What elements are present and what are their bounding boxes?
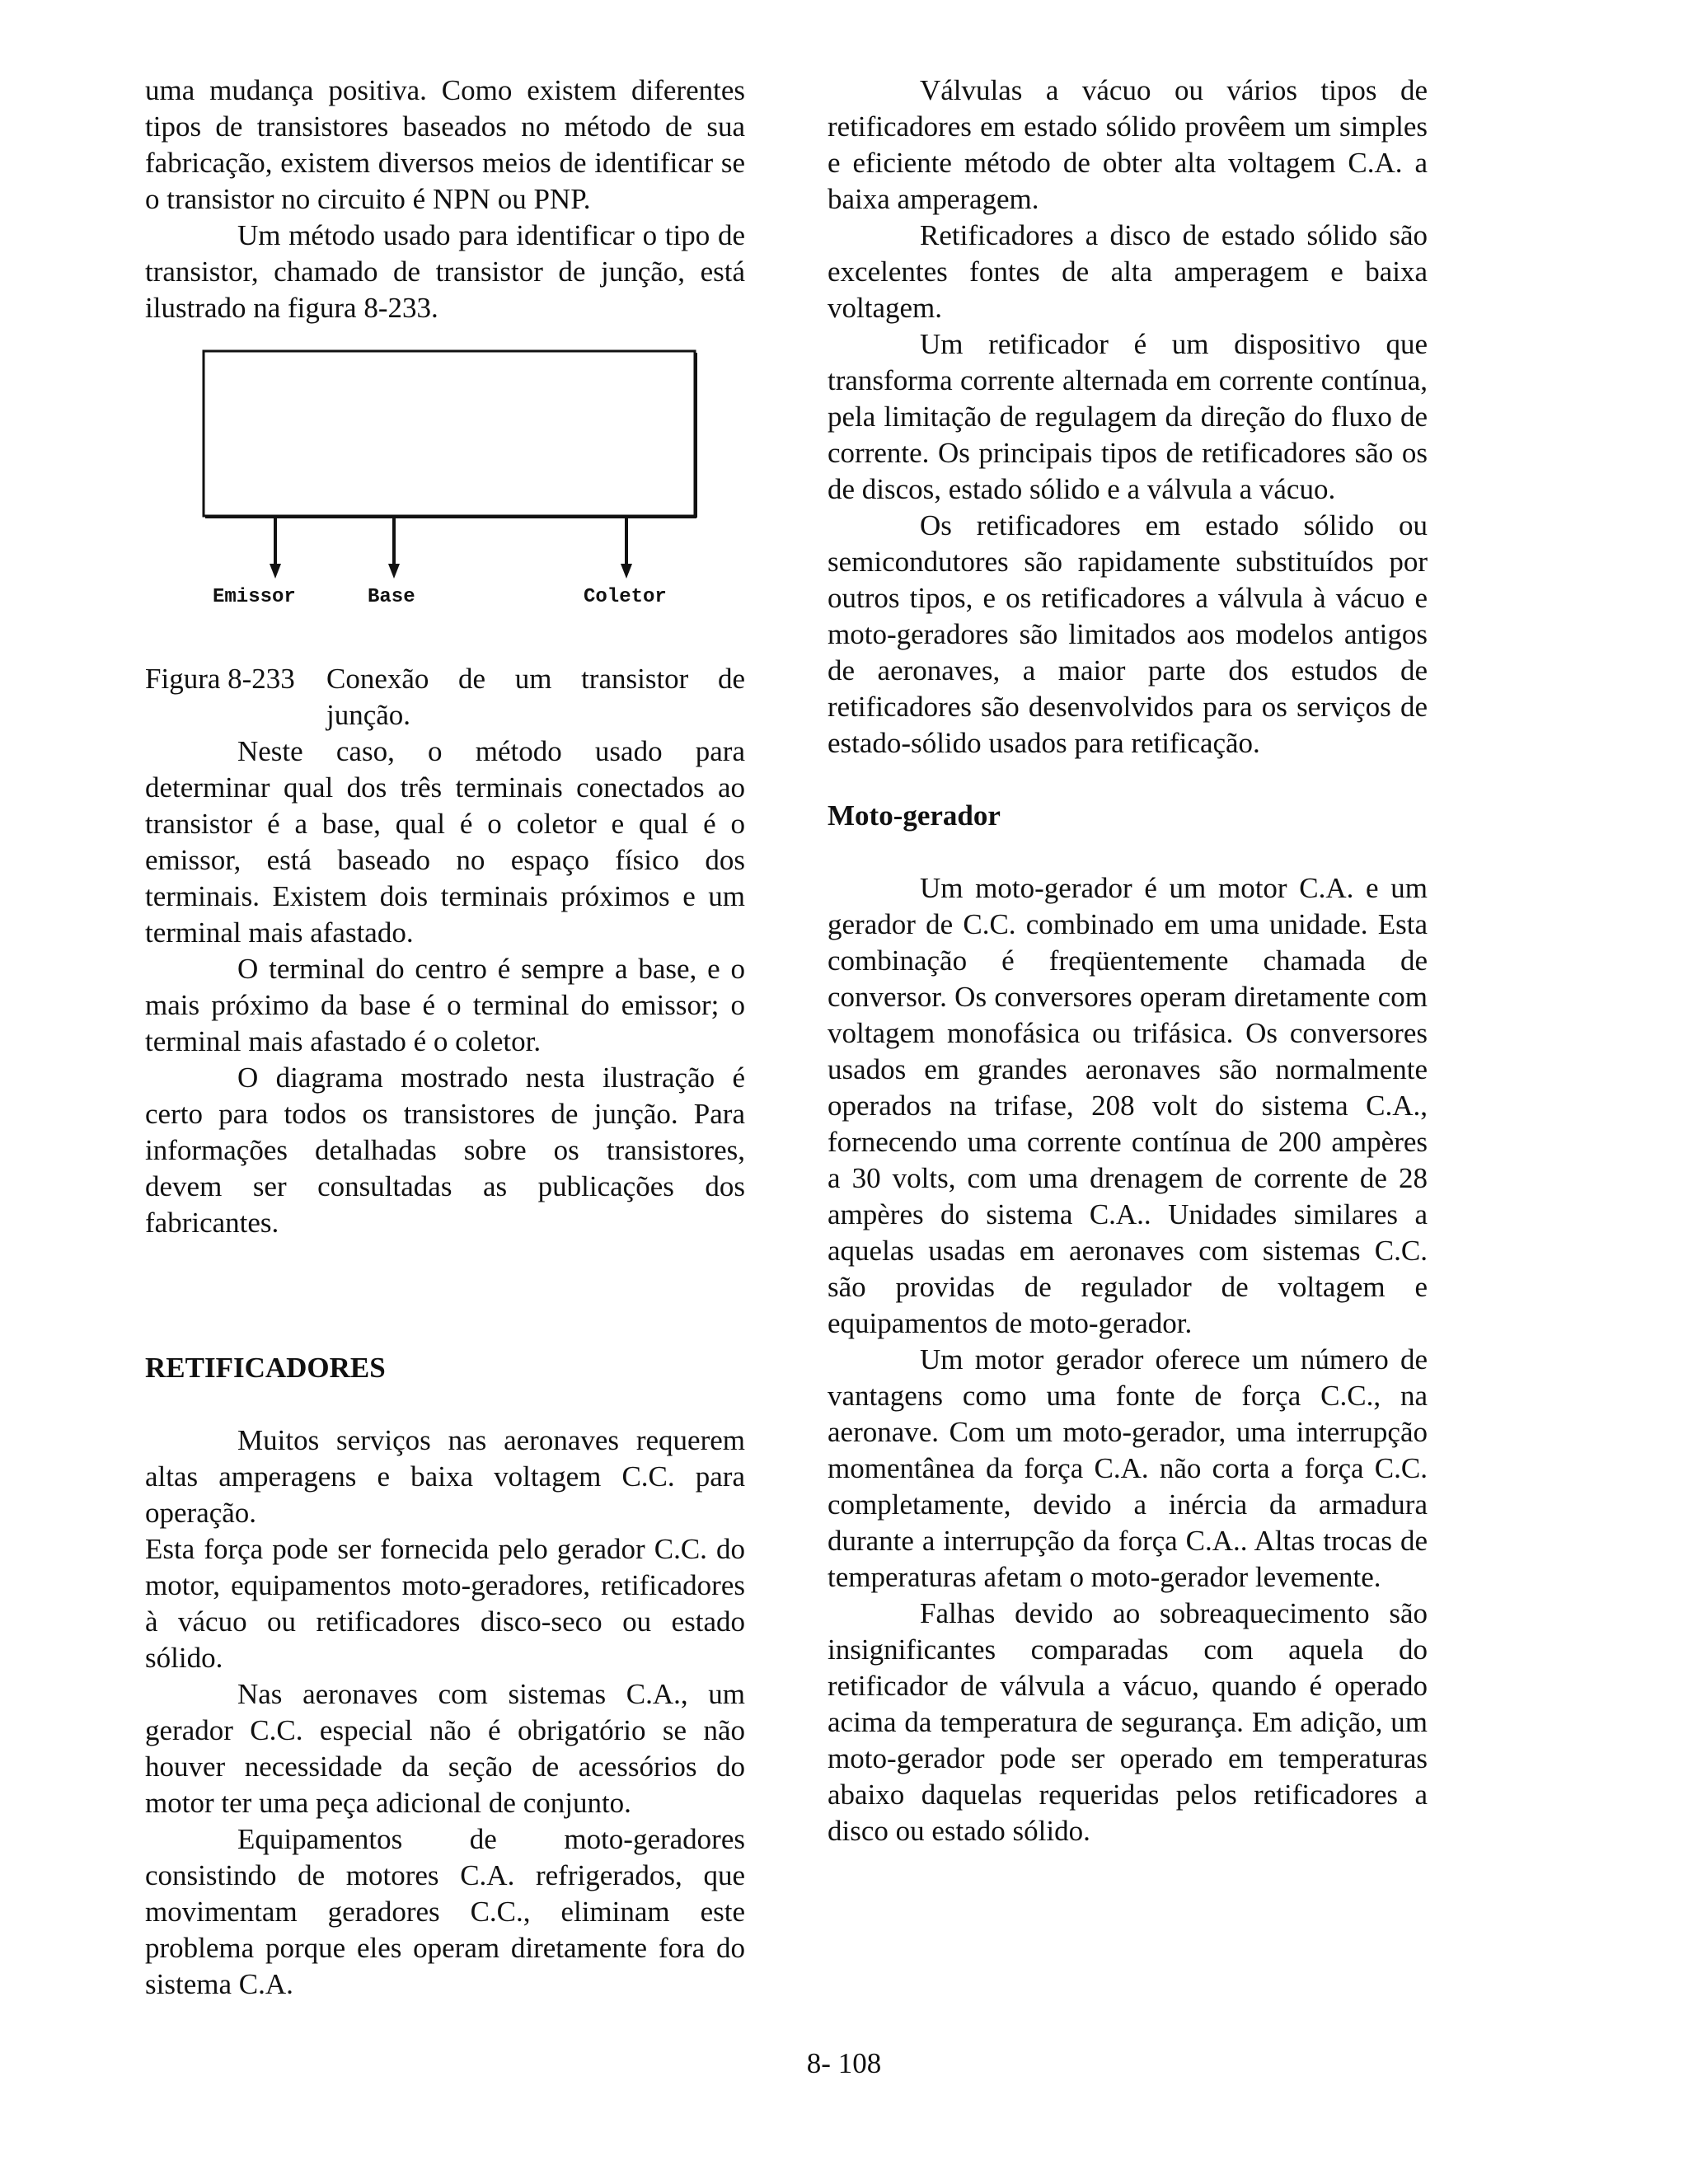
transistor-body bbox=[204, 351, 695, 516]
right-column bbox=[828, 73, 1428, 1849]
paragraph: Equipamentos de moto-geradores consistindo de motores C.A. refrigerados, que movimentam geradores C.C., eliminam este problema porque eles operam diretamente fora do sistema C.A. bbox=[145, 1823, 745, 2000]
coletor-label: Coletor bbox=[584, 586, 667, 608]
section-heading-retificadores: RETIFICADORES bbox=[145, 1352, 386, 1384]
base-arrow bbox=[388, 564, 400, 579]
paragraph: Muitos serviços nas aeronaves requerem altas amperagens e baixa voltagem C.C. para operação. bbox=[145, 1424, 745, 1529]
paragraph: O terminal do centro é sempre a base, e o mais próximo da base é o terminal do emissor; o terminal mais afastado é o coletor. bbox=[145, 953, 745, 1057]
paragraph: Um moto-gerador é um motor C.A. e um gerador de C.C. combinado em uma unidade. Esta combinação é freqüentemente chamada de conversor. Os conversores operam diretamente com voltagem monofásica ou trifásica. Os conversores usados em grandes aeronaves são normalmente operados na trifase, 208 volt do sistema C.A., fornecendo uma corrente contínua de 200 ampères a 30 volts, com uma drenagem de corrente de 28 ampères do sistema C.A.. Unidades similares a aquelas usadas em aeronaves com sistemas C.C. são providas de regulador de voltagem e equipamentos de moto-gerador. bbox=[828, 872, 1428, 1339]
paragraph: Neste caso, o método usado para determinar qual dos três terminais conectados ao transistor é a base, qual é o coletor e qual é o emissor, está baseado no espaço físico dos terminais. Existem dois terminais próximos e um terminal mais afastado. bbox=[145, 735, 745, 949]
paragraph: Válvulas a vácuo ou vários tipos de retificadores em estado sólido provêem um simples e eficiente método de obter alta voltagem C.A. a baixa amperagem. bbox=[828, 74, 1428, 215]
paragraph: Os retificadores em estado sólido ou semicondutores são rapidamente substituídos por outros tipos, e os retificadores a válvula à vácuo e moto-geradores são limitados aos modelos antigos de aeronaves, a maior parte dos estudos de retificadores são desenvolvidos para os serviços de estado-sólido usados para retificação. bbox=[828, 509, 1428, 759]
paragraph: Esta força pode ser fornecida pelo gerador C.C. do motor, equipamentos moto-geradores, retificadores à vácuo ou retificadores disco-seco ou estado sólido. bbox=[145, 1533, 745, 1674]
paragraph: Um método usado para identificar o tipo de transistor, chamado de transistor de junção, está ilustrado na figura 8-233. bbox=[145, 219, 745, 324]
paragraph: O diagrama mostrado nesta ilustração é certo para todos os transistores de junção. Para informações detalhadas sobre os transistores, devem ser consultadas as publicações dos fabricantes. bbox=[145, 1062, 745, 1239]
figure-caption bbox=[145, 661, 745, 733]
paragraph: Falhas devido ao sobreaquecimento são insignificantes comparadas com aquela do retificador de válvula a vácuo, quando é operado acima da temperatura de segurança. Em adição, um moto-gerador pode ser operado em temperaturas abaixo daquelas requeridas pelos retificadores a disco ou estado sólido. bbox=[828, 1597, 1428, 1847]
transistor-figure bbox=[145, 348, 745, 661]
left-column bbox=[145, 73, 745, 2003]
base-label: Base bbox=[368, 586, 415, 608]
figure-caption-text: Conexão de um transistor de junção. bbox=[326, 663, 745, 731]
paragraph: Nas aeronaves com sistemas C.A., um gerador C.C. especial não é obrigatório se não houver necessidade da seção de acessórios do motor ter uma peça adicional de conjunto. bbox=[145, 1678, 745, 1819]
coletor-arrow bbox=[621, 564, 632, 579]
section-heading-moto-gerador: Moto-gerador bbox=[828, 799, 1001, 832]
paragraph: Um motor gerador oferece um número de vantagens como uma fonte de força C.C., na aeronave. Com um moto-gerador, uma interrupção momentânea da força C.A. não corta a força C.C. completamente, devido a inércia da armadura durante a interrupção da força C.A.. Altas trocas de temperaturas afetam o moto-gerador levemente. bbox=[828, 1343, 1428, 1593]
paragraph: uma mudança positiva. Como existem diferentes tipos de transistores baseados no método de sua fabricação, existem diversos meios de identificar se o transistor no circuito é NPN ou PNP. bbox=[145, 74, 745, 215]
paragraph: Um retificador é um dispositivo que transforma corrente alternada em corrente contínua, pela limitação de regulagem da direção do fluxo de corrente. Os principais tipos de retificadores são os de discos, estado sólido e a válvula a vácuo. bbox=[828, 328, 1428, 505]
emissor-arrow bbox=[270, 564, 281, 579]
emissor-label: Emissor bbox=[213, 586, 296, 608]
transistor-diagram bbox=[145, 348, 745, 661]
figure-caption-number: Figura 8-233 bbox=[145, 663, 295, 695]
page-number: 8- 108 bbox=[806, 2047, 882, 2079]
paragraph: Retificadores a disco de estado sólido são excelentes fontes de alta amperagem e baixa voltagem. bbox=[828, 219, 1428, 324]
